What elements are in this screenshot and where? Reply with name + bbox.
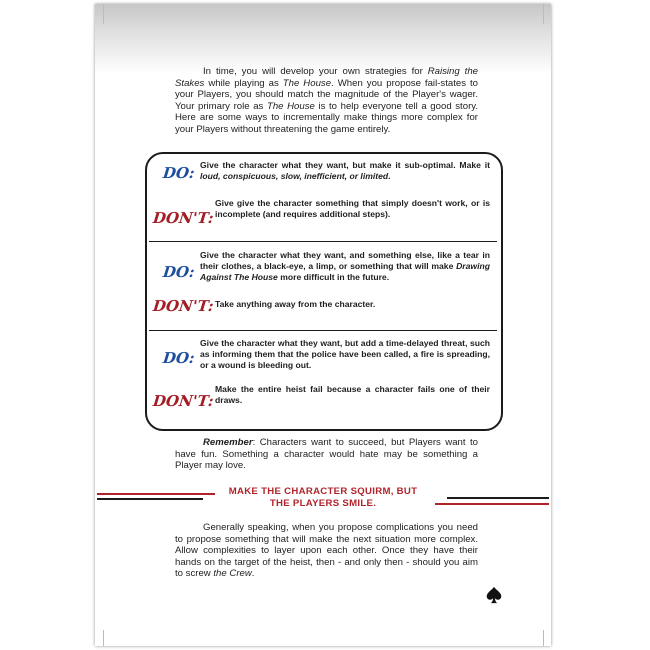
crop-mark — [543, 4, 544, 24]
crop-mark — [543, 630, 544, 646]
divider — [149, 241, 497, 242]
banner-line — [97, 493, 215, 495]
banner-line — [447, 497, 549, 499]
banner-line-2: THE PLAYERS SMILE. — [269, 498, 377, 509]
banner-line — [97, 498, 203, 500]
dont-text: Make the entire heist fail because a character fails one of their draws. — [215, 384, 490, 406]
intro-paragraph: In time, you will develop your own strategies for Raising the Stakes while playing as The House. When you propose fail-states to your Players, you should match the magnitude of the Player's wager. Your primary role as The House is to help everyone tell a good story. Here are some ways to incrementally make things more complex for your Players without threatening the game entirely. — [175, 66, 479, 135]
do-label: DO: — [162, 263, 196, 281]
crop-mark — [103, 4, 104, 24]
dont-label: DON'T: — [152, 209, 215, 227]
do-text: Give the character what they want, but add a time-delayed threat, such as informing them that the police have been called, a fire is spreading, or a wound is bleeding out. — [200, 338, 490, 371]
banner-line-1: MAKE THE CHARACTER SQUIRM, BUT — [228, 486, 418, 497]
do-text: Give the character what they want, and something else, like a tear in their clothes, a black-eye, a limp, or something that will make Drawing Against The House more difficult in the future. — [200, 250, 490, 283]
dont-text: Take anything away from the character. — [215, 299, 376, 309]
remember-paragraph: Remember: Characters want to succeed, but Players want to have fun. Something a character would hate may be something a Player may love. — [175, 437, 478, 472]
dont-label: DON'T: — [152, 392, 215, 410]
do-text: Give the character what they want, but make it sub-optimal. Make it loud, conspicuous, slow, inefficient, or limited. — [200, 160, 490, 182]
spade-icon — [485, 586, 503, 604]
book-page — [95, 4, 551, 646]
do-label: DO: — [162, 164, 196, 182]
callout-banner — [95, 488, 551, 520]
closing-paragraph: Generally speaking, when you propose complications you need to propose something that will make the next situation more complex. Allow complexities to layer upon each other. Once they have their hands on the target of the heist, then - and only then - should you aim to screw the Crew. — [175, 522, 478, 580]
crop-mark — [103, 630, 104, 646]
banner-line — [435, 503, 549, 505]
dont-text: Give give the character something that simply doesn't work, or is incomplete (and requires additional steps). — [215, 198, 490, 220]
do-dont-box — [145, 152, 503, 431]
divider — [149, 330, 497, 331]
top-gradient — [95, 4, 551, 74]
do-label: DO: — [162, 349, 196, 367]
dont-label: DON'T: — [152, 297, 215, 315]
